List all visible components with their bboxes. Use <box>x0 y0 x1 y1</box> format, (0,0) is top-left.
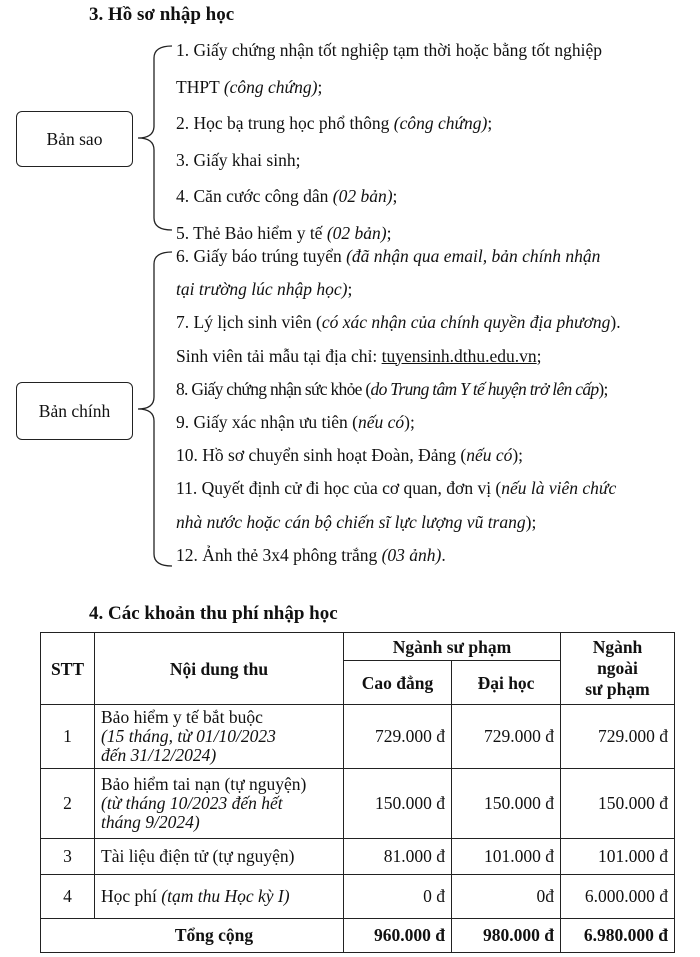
text-segment: 2. Học bạ trung học phổ thông <box>176 113 394 134</box>
row-content <box>95 769 344 839</box>
row-non-pedagogy: 729.000 đ <box>561 705 675 769</box>
row-content-line <box>101 813 337 832</box>
total-row <box>41 919 675 953</box>
copy-label-box <box>16 111 133 167</box>
text-segment: (03 ảnh) <box>381 544 442 565</box>
text-segment: ; <box>317 76 323 97</box>
header-non-pedagogy: Ngành ngoài sư phạm <box>561 633 675 705</box>
text-segment: Học phí <box>101 886 162 906</box>
copy-item-5-line-1 <box>176 223 391 244</box>
text-segment: 1. Giấy chứng nhận tốt nghiệp tạm thời hoặc bằng tốt nghiệp <box>176 40 603 60</box>
original-item-1-line-1 <box>176 246 600 267</box>
text-segment: (từ tháng 10/2023 đến hết <box>101 793 283 813</box>
text-segment: tháng 9/2024) <box>101 812 200 832</box>
text-segment: 3. Giấy khai sinh; <box>176 149 301 170</box>
text-segment: Bảo hiểm y tế bắt buộc <box>101 707 263 727</box>
text-segment: 8. Giấy chứng nhận sức khỏe ( <box>176 378 371 399</box>
row-content-line <box>101 727 337 746</box>
original-item-2-line-1 <box>176 312 621 333</box>
text-segment: (15 tháng, từ 01/10/2023 <box>101 726 276 746</box>
text-segment: ); <box>512 445 524 466</box>
table-row <box>41 769 675 839</box>
row-non-pedagogy: 150.000 đ <box>561 769 675 839</box>
row-university: 729.000 đ <box>452 705 561 769</box>
copy-item-1-line-2 <box>176 77 322 98</box>
row-content <box>95 839 344 875</box>
text-segment: nhà nước hoặc cán bộ chiến sĩ lực lượng vũ trang <box>176 511 526 532</box>
text-segment: (02 bản) <box>332 186 393 207</box>
text-segment: 11. Quyết định cử đi học của cơ quan, đơn vị ( <box>176 478 502 499</box>
original-label-box <box>16 382 133 440</box>
text-segment: (công chứng) <box>393 113 488 134</box>
header-stt: STT <box>41 633 95 705</box>
text-segment: nếu có <box>466 445 513 466</box>
text-segment: 10. Hồ sơ chuyển sinh hoạt Đoàn, Đảng ( <box>176 445 467 466</box>
original-item-1-line-2 <box>176 279 352 300</box>
text-segment: ); <box>525 511 537 532</box>
text-segment: (công chứng) <box>223 76 318 97</box>
total-college: 960.000 đ <box>344 919 452 953</box>
row-non-pedagogy: 101.000 đ <box>561 839 675 875</box>
original-item-7-line-1 <box>176 545 446 566</box>
text-segment: . <box>441 544 446 565</box>
text-segment: ; <box>386 223 392 243</box>
header-pedagogy: Ngành sư phạm <box>344 633 561 661</box>
section-4-title: 4. Các khoản thu phí nhập học <box>89 603 338 624</box>
fee-table <box>40 632 675 953</box>
text-segment: 5. Thẻ Bảo hiểm y tế <box>176 223 327 243</box>
text-segment: (đã nhận qua email, bản chính nhận <box>346 246 601 266</box>
row-stt: 2 <box>41 769 95 839</box>
header-college: Cao đẳng <box>344 661 452 705</box>
text-segment: (tạm thu Học kỳ I) <box>161 886 290 906</box>
original-item-3-line-1 <box>176 379 608 400</box>
text-segment: Tài liệu điện tử (tự nguyện) <box>101 846 295 866</box>
table-row <box>41 839 675 875</box>
row-college: 0 đ <box>344 875 452 919</box>
row-university: 101.000 đ <box>452 839 561 875</box>
text-segment: 6. Giấy báo trúng tuyển <box>176 246 347 266</box>
original-label: Bản chính <box>38 400 111 421</box>
header-university: Đại học <box>452 661 561 705</box>
original-item-6-line-1 <box>176 478 616 499</box>
header-content: Nội dung thu <box>95 633 344 705</box>
row-college: 729.000 đ <box>344 705 452 769</box>
text-segment: có xác nhận của chính quyền địa phương <box>321 312 611 333</box>
row-content-line <box>101 794 337 813</box>
copy-label: Bản sao <box>46 128 103 149</box>
row-university: 0đ <box>452 875 561 919</box>
text-segment: 9. Giấy xác nhận ưu tiên ( <box>176 412 358 432</box>
text-segment: nếu có <box>358 412 405 432</box>
text-segment: ). <box>610 312 621 333</box>
text-segment: ; <box>487 113 493 134</box>
row-non-pedagogy: 6.000.000 đ <box>561 875 675 919</box>
text-segment: tại trường lúc nhập học) <box>176 279 348 300</box>
copy-item-1-line-1 <box>176 40 602 61</box>
original-brace <box>132 250 176 568</box>
text-segment: đến 31/12/2024) <box>101 745 217 765</box>
total-university: 980.000 đ <box>452 919 561 953</box>
row-content <box>95 875 344 919</box>
text-segment: (02 bản) <box>326 223 387 243</box>
row-stt: 4 <box>41 875 95 919</box>
text-segment: 12. Ảnh thẻ 3x4 phông trắng <box>176 544 382 565</box>
copy-item-3-line-1 <box>176 150 300 171</box>
text-segment: ; <box>392 186 398 207</box>
text-segment: nếu là viên chức <box>501 478 617 499</box>
original-item-5-line-1 <box>176 445 523 466</box>
fee-table-body <box>41 705 675 953</box>
row-stt: 3 <box>41 839 95 875</box>
row-stt: 1 <box>41 705 95 769</box>
text-segment: Sinh viên tải mẫu tại địa chỉ: <box>176 345 382 366</box>
website-link[interactable]: tuyensinh.dthu.edu.vn <box>381 345 537 366</box>
total-non-pedagogy: 6.980.000 đ <box>561 919 675 953</box>
text-segment: THPT <box>176 76 224 97</box>
table-row <box>41 875 675 919</box>
text-segment: ; <box>347 279 353 300</box>
row-college: 150.000 đ <box>344 769 452 839</box>
row-content-line <box>101 775 337 794</box>
table-row <box>41 705 675 769</box>
row-content-line <box>101 746 337 765</box>
row-content <box>95 705 344 769</box>
text-segment: Bảo hiểm tai nạn (tự nguyện) <box>101 774 307 794</box>
copy-item-4-line-1 <box>176 186 397 207</box>
text-segment: 7. Lý lịch sinh viên ( <box>176 312 322 333</box>
original-item-4-line-1 <box>176 412 415 433</box>
text-segment: do Trung tâm Y tế huyện trở lên cấp <box>370 378 599 399</box>
section-3-title: 3. Hồ sơ nhập học <box>89 4 235 25</box>
original-item-6-line-2 <box>176 512 536 533</box>
row-content-line <box>101 708 337 727</box>
text-segment: ; <box>536 345 542 366</box>
text-segment: ); <box>404 412 415 432</box>
text-segment: 4. Căn cước công dân <box>176 186 333 207</box>
row-university: 150.000 đ <box>452 769 561 839</box>
original-item-2-line-2 <box>176 346 542 367</box>
copy-brace <box>132 44 176 232</box>
copy-item-2-line-1 <box>176 113 492 134</box>
total-label: Tổng cộng <box>41 919 344 953</box>
text-segment: ); <box>598 378 608 399</box>
row-college: 81.000 đ <box>344 839 452 875</box>
row-content-line <box>101 847 337 866</box>
